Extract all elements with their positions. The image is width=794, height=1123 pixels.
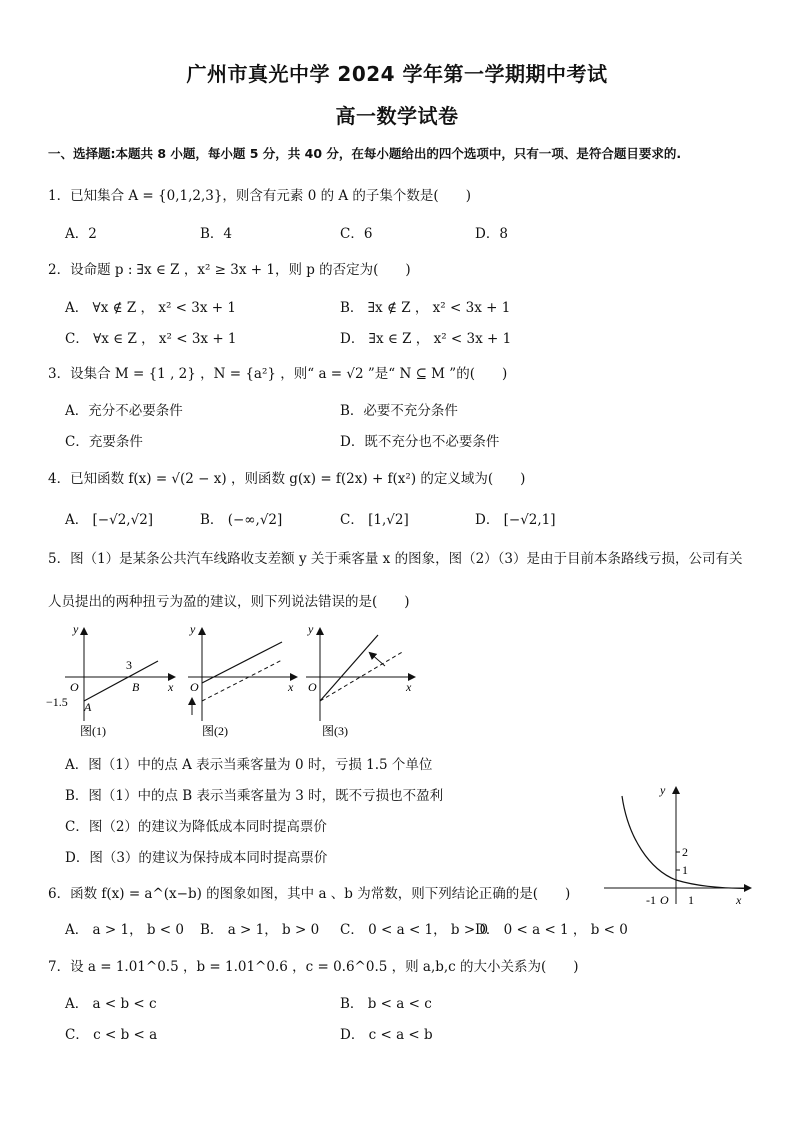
- section-heading: 一、选择题:本题共 8 小题，每小题 5 分，共 40 分，在每小题给出的四个选项中，只有一项、是符合题目要求的.: [48, 146, 682, 161]
- q1-option-b[interactable]: B．4: [200, 226, 233, 242]
- g3-caption: 图(3): [322, 724, 348, 738]
- q5-option-d[interactable]: D．图（3）的建议为保持成本同时提高票价: [65, 850, 328, 866]
- q5-figures: [40, 615, 430, 745]
- g6-neg1: -1: [646, 893, 656, 907]
- q1-option-a[interactable]: A．2: [65, 226, 97, 242]
- q4-option-b[interactable]: B． (−∞,√2]: [200, 512, 283, 528]
- q4-option-a[interactable]: A． [−√2,√2]: [65, 512, 154, 528]
- q7-option-c[interactable]: C． c < b < a: [65, 1027, 158, 1043]
- g3-y-label: y: [308, 622, 314, 636]
- q2-option-b[interactable]: B． ∃x ∉ Z ， x² < 3x + 1: [340, 300, 511, 316]
- q6-option-a[interactable]: A． a > 1， b < 0: [65, 922, 184, 938]
- g1-neg: −1.5: [46, 695, 68, 709]
- graph-2: [188, 622, 296, 738]
- q7-option-b[interactable]: B． b < a < c: [340, 996, 432, 1012]
- g1-point-b: B: [132, 680, 140, 694]
- question-5-stem: 5．图（1）是某条公共汽车线路收支差额 y 关于乘客量 x 的图象，图（2）（3）是由于目前本条路线亏损，公司有关: [48, 551, 743, 567]
- q3-option-d[interactable]: D．既不充分也不必要条件: [340, 434, 500, 450]
- g1-caption: 图(1): [80, 724, 106, 738]
- g3-x-label: x: [406, 680, 412, 694]
- q4-option-d[interactable]: D． [−√2,1]: [475, 512, 556, 528]
- g1-origin: O: [70, 680, 79, 694]
- q3-option-c[interactable]: C．充要条件: [65, 434, 143, 450]
- question-6-stem: 6．函数 f(x) = a^(x−b) 的图象如图，其中 a 、b 为常数，则下列结论正确的是( ): [48, 886, 571, 902]
- g6-one: 1: [682, 863, 688, 877]
- g2-origin: O: [190, 680, 199, 694]
- q6-option-d[interactable]: D． 0 < a < 1 ， b < 0: [475, 922, 628, 938]
- g6-x1: 1: [688, 893, 694, 907]
- g1-three: 3: [126, 658, 132, 672]
- g6-origin: O: [660, 893, 669, 907]
- q7-option-a[interactable]: A． a < b < c: [65, 996, 157, 1012]
- q2-option-a[interactable]: A． ∀x ∉ Z ， x² < 3x + 1: [65, 300, 236, 316]
- q7-option-d[interactable]: D． c < a < b: [340, 1027, 433, 1043]
- g6-y-label: y: [660, 783, 666, 797]
- question-5-stem-line2: 人员提出的两种扭亏为盈的建议，则下列说法错误的是( ): [48, 594, 410, 610]
- q2-option-d[interactable]: D． ∃x ∈ Z ， x² < 3x + 1: [340, 331, 512, 347]
- g6-x-label: x: [736, 893, 742, 907]
- q1-option-c[interactable]: C．6: [340, 226, 373, 242]
- exam-subtitle: 高一数学试卷: [335, 104, 459, 128]
- g1-y-label: y: [73, 622, 79, 636]
- q5-option-b[interactable]: B．图（1）中的点 B 表示当乘客量为 3 时，既不亏损也不盈利: [65, 788, 444, 804]
- q3-option-b[interactable]: B．必要不充分条件: [340, 403, 458, 419]
- q5-option-c[interactable]: C．图（2）的建议为降低成本同时提高票价: [65, 819, 327, 835]
- g1-x-label: x: [168, 680, 174, 694]
- question-4-stem: 4．已知函数 f(x) = √(2 − x) ，则函数 g(x) = f(2x) + f(x²) 的定义域为( ): [48, 471, 526, 487]
- g2-y-label: y: [190, 622, 196, 636]
- q6-figure: [598, 778, 758, 914]
- q6-option-c[interactable]: C． 0 < a < 1， b > 0: [340, 922, 489, 938]
- question-7-stem: 7．设 a = 1.01^0.5 ，b = 1.01^0.6 ，c = 0.6^0.5 ，则 a,b,c 的大小关系为( ): [48, 959, 579, 975]
- q3-option-a[interactable]: A．充分不必要条件: [65, 403, 183, 419]
- g3-origin: O: [308, 680, 317, 694]
- g2-caption: 图(2): [202, 724, 228, 738]
- q5-option-a[interactable]: A．图（1）中的点 A 表示当乘客量为 0 时，亏损 1.5 个单位: [65, 757, 433, 773]
- graph-3: [306, 622, 414, 738]
- q1-option-d[interactable]: D．8: [475, 226, 508, 242]
- g2-x-label: x: [288, 680, 294, 694]
- q2-option-c[interactable]: C． ∀x ∈ Z ， x² < 3x + 1: [65, 331, 237, 347]
- g6-two: 2: [682, 845, 688, 859]
- exam-title: 广州市真光中学 2024 学年第一学期期中考试: [186, 62, 608, 86]
- question-3-stem: 3．设集合 M = {1 , 2} ，N = {a²} ，则“ a = √2 ”是“ N ⊆ M ”的( ): [48, 366, 508, 382]
- q6-option-b[interactable]: B． a > 1， b > 0: [200, 922, 320, 938]
- question-2-stem: 2．设命题 p : ∃x ∈ Z ，x² ≥ 3x + 1，则 p 的否定为( ): [48, 262, 411, 278]
- g1-point-a: A: [84, 700, 92, 714]
- question-1-stem: 1．已知集合 A = {0,1,2,3}，则含有元素 0 的 A 的子集个数是( ): [48, 188, 471, 204]
- q4-option-c[interactable]: C． [1,√2]: [340, 512, 409, 528]
- graph-1: [46, 622, 174, 738]
